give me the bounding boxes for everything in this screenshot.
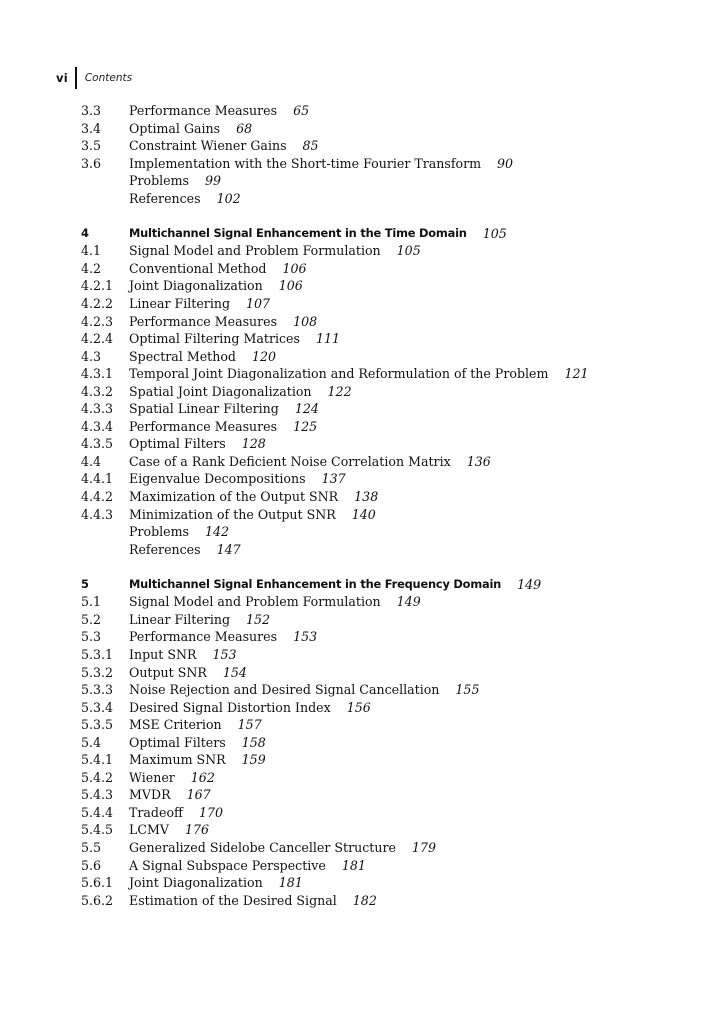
- toc-entry-page: 107: [246, 296, 271, 312]
- toc-entry-page: 159: [241, 752, 266, 768]
- toc-entry: [81, 716, 681, 734]
- toc-entry-page: 155: [455, 682, 480, 698]
- toc-entry: [81, 593, 681, 611]
- toc-entry-title: Performance Measures: [129, 103, 278, 118]
- toc-entry: [81, 769, 681, 787]
- toc-entry-number: 5.4.4: [81, 804, 114, 820]
- toc-entry-page: 121: [564, 366, 589, 382]
- toc-entry: [81, 260, 681, 278]
- toc-entry-page: 147: [216, 541, 241, 557]
- toc-entry-number: 5.3.1: [81, 646, 114, 662]
- toc-entry-page: 149: [517, 576, 542, 592]
- toc-entry-number: 4.3.1: [81, 366, 114, 382]
- toc-entry-number: 4.2.4: [81, 331, 114, 347]
- toc-entry-page: 182: [352, 892, 377, 908]
- toc-entry: [81, 277, 681, 295]
- toc-entry-title: Temporal Joint Diagonalization and Reformulation of the Problem: [129, 366, 549, 382]
- toc-entry: [81, 295, 681, 313]
- toc-entry-title: Joint Diagonalization: [129, 875, 263, 891]
- toc-entry-title: Minimization of the Output SNR: [129, 506, 336, 522]
- toc-entry-number: 4.3.4: [81, 418, 114, 434]
- toc-entry-number: [81, 190, 129, 208]
- toc-entry: [81, 751, 681, 769]
- running-header: [56, 67, 132, 89]
- toc-entry-page: 136: [466, 453, 491, 469]
- toc-entry-title: Spatial Linear Filtering: [129, 401, 279, 417]
- toc-entry-title: Maximum SNR: [129, 752, 226, 768]
- toc-entry-number: 5.3.5: [81, 717, 114, 733]
- toc-entry-title: Input SNR: [129, 646, 197, 662]
- toc-entry-title: Linear Filtering: [129, 611, 231, 627]
- toc-entry: [81, 470, 681, 488]
- toc-entry-number: 3.5: [81, 138, 102, 154]
- toc-entry-number: 4.3.2: [81, 383, 114, 399]
- toc-entry-page: 167: [186, 787, 211, 803]
- toc-entry-title: Joint Diagonalization: [129, 278, 263, 294]
- toc-entry: [81, 646, 681, 664]
- toc-entry-page: 153: [212, 646, 237, 662]
- toc-entry-title: Optimal Filtering Matrices: [129, 331, 300, 347]
- toc-entry: [81, 523, 681, 541]
- toc-entry-number: [81, 541, 129, 559]
- toc-entry: [81, 892, 681, 910]
- toc-entry: [81, 699, 681, 717]
- toc-entry: [81, 120, 681, 138]
- toc-entry-number: 3.4: [81, 120, 102, 136]
- toc-entry-page: 152: [246, 611, 271, 627]
- toc-entry: [81, 874, 681, 892]
- toc-entry: [81, 137, 681, 155]
- toc-chapter-entry: [81, 225, 681, 243]
- toc-entry: [81, 488, 681, 506]
- toc-entry: [81, 383, 681, 401]
- toc-entry-page: 85: [302, 138, 319, 154]
- toc-entry-title: Spectral Method: [129, 348, 236, 364]
- toc-entry-title: Signal Model and Problem Formulation: [129, 243, 381, 259]
- toc-entry-title: Implementation with the Short-time Fourier Transform: [129, 155, 482, 171]
- toc-entry-title: Spatial Joint Diagonalization: [129, 383, 312, 399]
- toc-entry-number: 4.4: [81, 453, 102, 469]
- toc-entry-page: 149: [396, 594, 421, 610]
- toc-entry: [81, 453, 681, 471]
- toc-entry-page: 181: [341, 857, 366, 873]
- toc-entry-number: 5.6: [81, 857, 102, 873]
- running-title: Contents: [84, 72, 133, 84]
- toc-entry-number: 3.6: [81, 155, 102, 171]
- toc-entry: [81, 839, 681, 857]
- toc-entry: [81, 348, 681, 366]
- toc-entry-number: [81, 172, 129, 190]
- toc-entry-number: 5.2: [81, 611, 102, 627]
- toc-entry: [81, 400, 681, 418]
- toc-entry-page: 128: [241, 436, 266, 452]
- toc-entry-number: 4.3.3: [81, 401, 114, 417]
- toc-entry-page: 176: [185, 822, 210, 838]
- toc-entry-number: 5.3.2: [81, 664, 114, 680]
- toc-entry-number: [81, 523, 129, 541]
- toc-entry: [81, 313, 681, 331]
- toc-entry-number: 5.4.2: [81, 769, 114, 785]
- toc-entry-title: Multichannel Signal Enhancement in the Time Domain: [129, 225, 467, 240]
- toc-entry: [81, 628, 681, 646]
- toc-entry-title: Generalized Sidelobe Canceller Structure: [129, 839, 396, 855]
- toc-entry-page: 106: [278, 278, 303, 294]
- header-divider: [75, 67, 77, 89]
- toc-entry-number: 4.2.1: [81, 278, 114, 294]
- toc-entry-page: 157: [237, 717, 262, 733]
- toc-entry-page: 122: [327, 383, 352, 399]
- toc-entry-title: Wiener: [129, 769, 175, 785]
- toc-entry-title: Desired Signal Distortion Index: [129, 699, 331, 715]
- toc-entry: [81, 190, 681, 208]
- toc-entry-page: 137: [321, 471, 346, 487]
- toc-entry-title: Maximization of the Output SNR: [129, 489, 339, 505]
- toc-entry-page: 142: [205, 524, 230, 540]
- toc-entry-page: 102: [216, 190, 241, 206]
- toc-entry: [81, 242, 681, 260]
- toc-entry-title: Noise Rejection and Desired Signal Cancellation: [129, 682, 440, 698]
- toc-entry-page: 124: [294, 401, 319, 417]
- toc-entry: [81, 418, 681, 436]
- toc-entry-title: Optimal Filters: [129, 734, 226, 750]
- toc-entry-title: Estimation of the Desired Signal: [129, 892, 337, 908]
- toc-entry-number: 4.4.2: [81, 489, 114, 505]
- toc-entry: [81, 435, 681, 453]
- toc-entry-page: 99: [205, 173, 222, 189]
- toc-entry-page: 158: [241, 734, 266, 750]
- toc-entry-page: 65: [293, 103, 310, 118]
- toc-entry-page: 170: [198, 804, 224, 820]
- toc-entry-title: Optimal Gains: [129, 120, 221, 136]
- toc-entry-title: LCMV: [129, 822, 169, 838]
- toc-entry-title: References: [129, 190, 201, 206]
- toc-entry-number: 4: [81, 225, 89, 240]
- toc-entry-number: 3.3: [81, 103, 102, 118]
- toc-entry-page: 125: [293, 418, 318, 434]
- toc-entry: [81, 102, 681, 120]
- toc-entry-number: 5.4.5: [81, 822, 114, 838]
- toc-entry-title: References: [129, 541, 201, 557]
- toc-entry: [81, 734, 681, 752]
- toc-entry-title: Conventional Method: [129, 260, 267, 276]
- toc-entry-title: Problems: [129, 524, 190, 540]
- toc-entry-title: Case of a Rank Deficient Noise Correlation Matrix: [129, 453, 451, 469]
- toc-entry-title: Eigenvalue Decompositions: [129, 471, 306, 487]
- toc-entry-page: 105: [482, 225, 507, 241]
- toc-entry-number: 4.2.2: [81, 296, 114, 312]
- toc-entry-title: Constraint Wiener Gains: [129, 138, 287, 154]
- toc-entry-page: 140: [351, 506, 376, 522]
- toc-entry-page: 153: [293, 629, 318, 645]
- toc-entry-page: 154: [222, 664, 247, 680]
- toc-entry-number: 5.1: [81, 594, 102, 610]
- toc-entry-number: 5.6.2: [81, 892, 114, 908]
- toc-entry-title: Performance Measures: [129, 418, 278, 434]
- toc-entry-number: 5.3.3: [81, 682, 114, 698]
- toc-entry: [81, 857, 681, 875]
- toc-entry: [81, 821, 681, 839]
- table-of-contents: [81, 102, 681, 909]
- toc-entry-number: 5.5: [81, 839, 102, 855]
- toc-entry-title: MSE Criterion: [129, 717, 222, 733]
- toc-entry-title: Tradeoff: [129, 804, 183, 820]
- toc-entry-page: 90: [497, 155, 514, 171]
- toc-entry-title: Optimal Filters: [129, 436, 226, 452]
- toc-entry-page: 106: [282, 260, 307, 276]
- toc-entry: [81, 541, 681, 559]
- toc-entry-page: 162: [190, 769, 215, 785]
- toc-entry-title: Linear Filtering: [129, 296, 231, 312]
- toc-entry: [81, 611, 681, 629]
- toc-entry: [81, 155, 681, 173]
- toc-entry: [81, 681, 681, 699]
- toc-entry-number: 5.3.4: [81, 699, 114, 715]
- toc-entry-number: 5.4.3: [81, 787, 114, 803]
- toc-entry-page: 120: [251, 348, 277, 364]
- toc-entry: [81, 804, 681, 822]
- toc-chapter-entry: [81, 576, 681, 594]
- toc-entry-number: 5.6.1: [81, 875, 114, 891]
- toc-entry-page: 111: [315, 331, 341, 347]
- toc-entry-number: 4.3: [81, 348, 102, 364]
- page-number: vi: [56, 71, 68, 85]
- toc-entry-page: 179: [411, 839, 436, 855]
- toc-entry-page: 108: [293, 313, 318, 329]
- toc-entry-title: Signal Model and Problem Formulation: [129, 594, 381, 610]
- toc-entry-number: 4.4.1: [81, 471, 114, 487]
- toc-entry-number: 4.1: [81, 243, 102, 259]
- toc-entry: [81, 365, 681, 383]
- toc-entry-title: Output SNR: [129, 664, 207, 680]
- toc-entry-page: 105: [396, 243, 421, 259]
- toc-entry-number: 5.4.1: [81, 752, 114, 768]
- toc-entry-number: 4.2: [81, 260, 102, 276]
- toc-entry: [81, 506, 681, 524]
- toc-entry-title: Multichannel Signal Enhancement in the Frequency Domain: [129, 576, 502, 591]
- toc-entry-page: 181: [278, 875, 303, 891]
- toc-entry-number: 5.4: [81, 734, 102, 750]
- toc-entry-page: 68: [236, 120, 253, 136]
- toc-entry-title: Performance Measures: [129, 313, 278, 329]
- toc-entry-number: 4.4.3: [81, 506, 114, 522]
- toc-entry-number: 5.3: [81, 629, 102, 645]
- toc-entry-number: 4.2.3: [81, 313, 114, 329]
- toc-entry-page: 138: [354, 489, 379, 505]
- toc-entry: [81, 172, 681, 190]
- toc-entry-page: 156: [346, 699, 371, 715]
- toc-entry-title: MVDR: [129, 787, 171, 803]
- toc-entry-title: Problems: [129, 173, 190, 189]
- toc-entry-title: A Signal Subspace Perspective: [129, 857, 326, 873]
- toc-entry-title: Performance Measures: [129, 629, 278, 645]
- toc-entry: [81, 330, 681, 348]
- toc-entry-number: 4.3.5: [81, 436, 114, 452]
- toc-entry: [81, 664, 681, 682]
- toc-entry: [81, 786, 681, 804]
- toc-entry-number: 5: [81, 576, 89, 591]
